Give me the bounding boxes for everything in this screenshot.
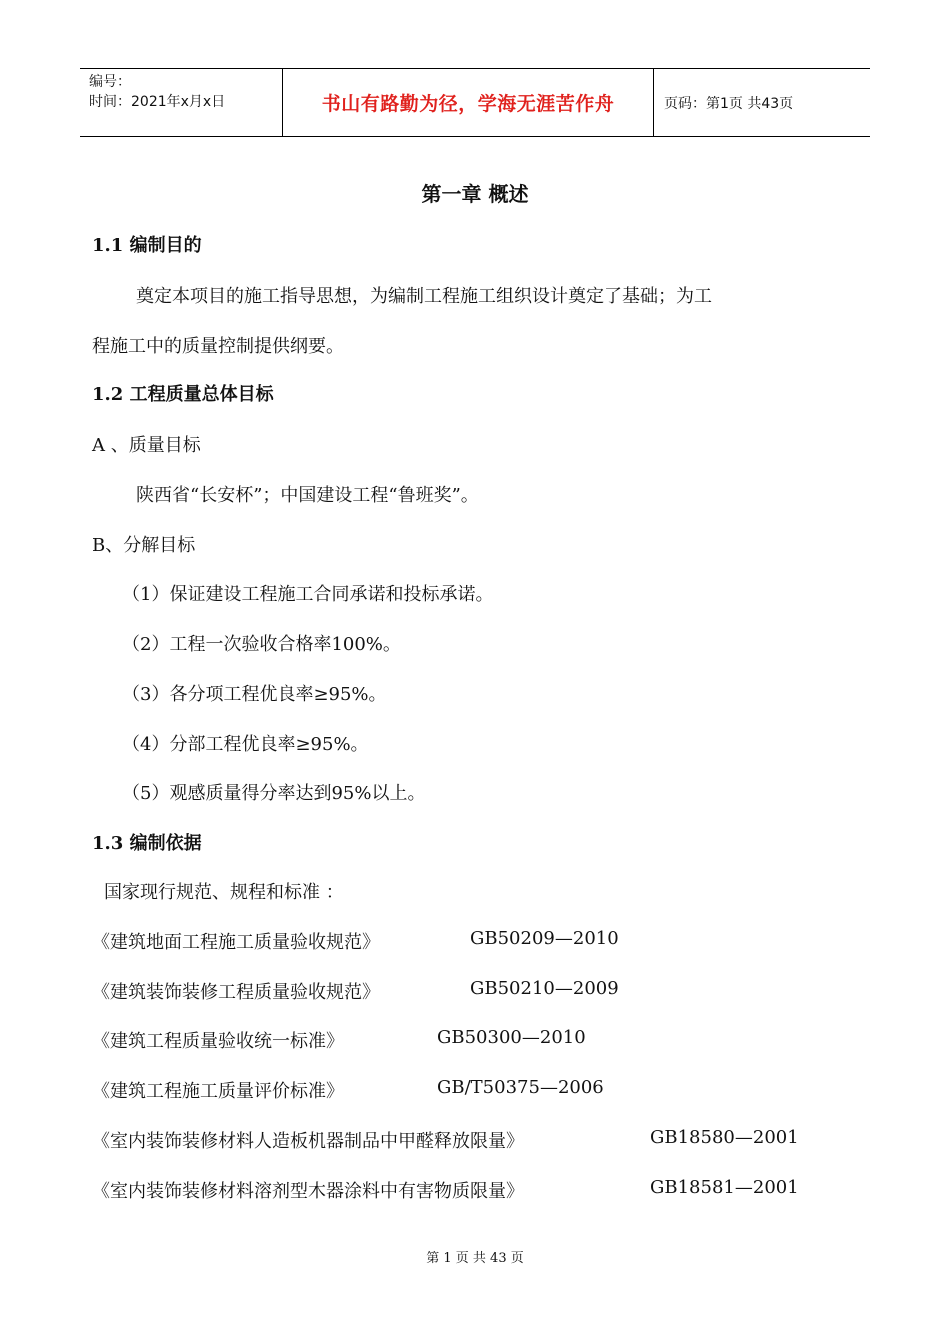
standard-code: GB18581—2001 [650, 1177, 799, 1198]
section-heading-1-1: 1.1 编制目的 [92, 235, 202, 256]
chapter-title: 第一章 概述 [421, 182, 529, 206]
page-header [80, 68, 870, 137]
standards-intro: 国家现行规范、规程和标准 ： [104, 882, 344, 903]
breakdown-item: （4）分部工程优良率≥95%。 [122, 734, 369, 755]
page-footer: 第 1 页 共 43 页 [426, 1251, 524, 1266]
standard-name: 《建筑工程质量验收统一标准》 [92, 1031, 344, 1052]
standard-code: GB/T50375—2006 [437, 1077, 604, 1098]
standard-name: 《建筑工程施工质量评价标准》 [92, 1081, 344, 1102]
standard-code: GB50210—2009 [470, 978, 619, 999]
section-1-1-paragraph-line2: 程施工中的质量控制提供纲要。 [92, 336, 344, 357]
header-page-info: 页码：第1页 共43页 [664, 95, 794, 112]
breakdown-target-label: B、分解目标 [92, 535, 196, 556]
document-number-label: 编号： [89, 74, 131, 90]
header-motto: 书山有路勤为径，学海无涯苦作舟 [282, 69, 654, 136]
breakdown-item: （3）各分项工程优良率≥95%。 [122, 684, 387, 705]
section-1-1-paragraph-line1: 奠定本项目的施工指导思想，为编制工程施工组织设计奠定了基础；为工 [136, 286, 712, 307]
quality-target-label: A 、质量目标 [92, 435, 201, 456]
section-heading-1-3: 1.3 编制依据 [92, 833, 202, 854]
standard-code: GB50300—2010 [437, 1027, 586, 1048]
quality-target-text: 陕西省“长安杯”；中国建设工程“鲁班奖”。 [136, 485, 479, 506]
breakdown-item: （1）保证建设工程施工合同承诺和投标承诺。 [122, 584, 494, 605]
standard-name: 《室内装饰装修材料人造板机器制品中甲醛释放限量》 [92, 1131, 524, 1152]
breakdown-item: （5）观感质量得分率达到95%以上。 [122, 783, 426, 804]
standard-code: GB50209—2010 [470, 928, 619, 949]
standard-name: 《建筑地面工程施工质量验收规范》 [92, 932, 380, 953]
breakdown-item: （2）工程一次验收合格率100%。 [122, 634, 401, 655]
document-date: 时间：2021年x月x日 [89, 94, 226, 110]
standard-code: GB18580—2001 [650, 1127, 799, 1148]
standard-name: 《室内装饰装修材料溶剂型木器涂料中有害物质限量》 [92, 1181, 524, 1202]
header-meta [80, 69, 282, 136]
section-heading-1-2: 1.2 工程质量总体目标 [92, 384, 274, 405]
standard-name: 《建筑装饰装修工程质量验收规范》 [92, 982, 380, 1003]
